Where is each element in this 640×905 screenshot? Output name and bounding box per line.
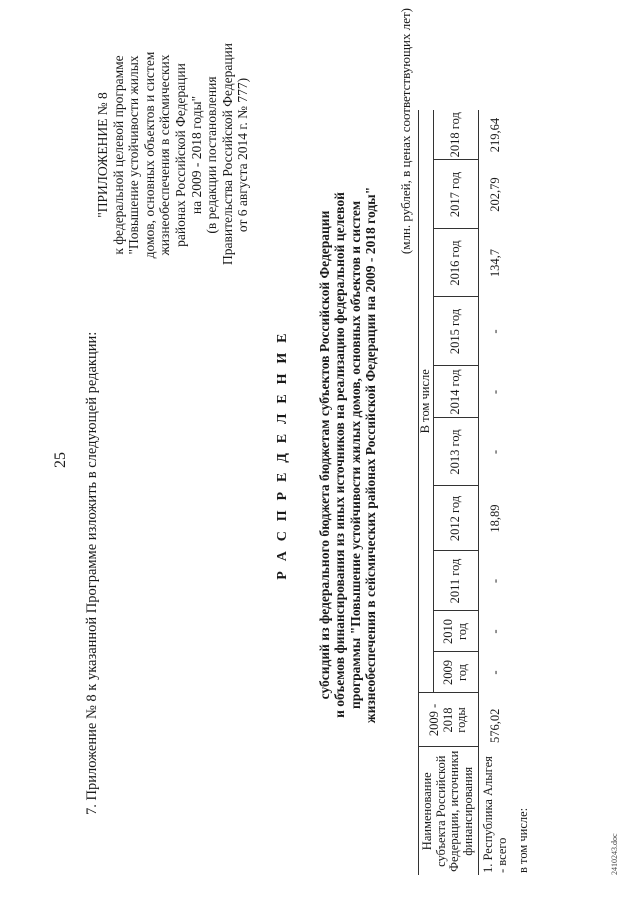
appendix-line: жизнеобеспечения в сейсмических — [157, 54, 173, 256]
row-value: - — [487, 389, 502, 395]
title-line: программы "Повышение устойчивости жилых домов, основных объектов и систем — [347, 200, 363, 710]
row-value: - — [487, 670, 502, 675]
header-year: 2017 год — [433, 160, 478, 229]
row-total: 576,02 — [487, 708, 502, 743]
row-subheading: в том числе: — [515, 807, 530, 873]
document-code: 2410243.doc — [610, 833, 619, 875]
appendix-line: районах Российской Федерации — [172, 63, 188, 247]
header-year: 2016 год — [433, 229, 478, 297]
header-inclusive: В том числе — [419, 110, 434, 693]
header-total: 2009 - 2018 годы — [419, 693, 479, 747]
header-year: 2010 год — [433, 611, 478, 652]
appendix-line: к федеральной целевой программе — [110, 55, 126, 255]
header-year: 2011 год — [433, 551, 478, 611]
appendix-line: от 6 августа 2014 г. № 777) — [235, 77, 251, 233]
row-value: - — [487, 578, 502, 584]
table-row — [513, 110, 535, 875]
header-year: 2012 год — [433, 486, 478, 551]
title-heading: Р А С П Р Е Д Е Л Е Н И Е — [275, 330, 290, 580]
row-value: 219,64 — [487, 117, 502, 153]
page-number: 25 — [52, 452, 69, 468]
appendix-line: Правительства Российской Федерации — [219, 43, 235, 265]
appendix-line: домов, основных объектов и систем — [141, 51, 157, 259]
title-line: жизнеобеспечения в сейсмических районах Российской Федерации на 2009 - 2018 годы" — [363, 186, 378, 724]
document-title — [275, 65, 379, 845]
header-name: Наименование субъекта Российской Федерации, источники финансирования — [419, 747, 479, 875]
appendix-header — [95, 45, 251, 265]
intro-paragraph: 7. Приложение № 8 к указанной Программе изложить в следующей редакции: — [84, 331, 100, 815]
row-value: - — [487, 329, 502, 334]
title-line: субсидий из федерального бюджета бюджетам субъектов Российской Федерации — [316, 210, 332, 700]
row-name: 1. Республика Алыгея - всего — [481, 756, 509, 873]
units-note: (млн. рублей, в ценах соответствующих лет) — [398, 8, 413, 255]
table-row — [478, 110, 513, 875]
distribution-table — [418, 110, 535, 875]
row-value: 134,7 — [487, 248, 502, 278]
appendix-line: (в редакции постановления — [204, 76, 220, 234]
title-line: и объемов финансирования из иных источников на реализацию федеральной целевой — [332, 192, 347, 718]
row-value: 18,89 — [487, 504, 502, 533]
appendix-line: "ПРИЛОЖЕНИЕ № 8 — [95, 92, 110, 218]
row-value: - — [487, 629, 502, 634]
header-year: 2018 год — [447, 112, 462, 158]
row-value: - — [487, 449, 502, 455]
header-year: 2014 год — [433, 366, 478, 418]
header-year: 2015 год — [433, 297, 478, 366]
header-year: 2009 год — [433, 652, 478, 693]
appendix-line: на 2009 - 2018 годы" — [188, 95, 204, 215]
row-value: 202,79 — [487, 177, 502, 212]
appendix-line: "Повышение устойчивости жилых — [126, 55, 142, 255]
header-year: 2013 год — [433, 418, 478, 486]
